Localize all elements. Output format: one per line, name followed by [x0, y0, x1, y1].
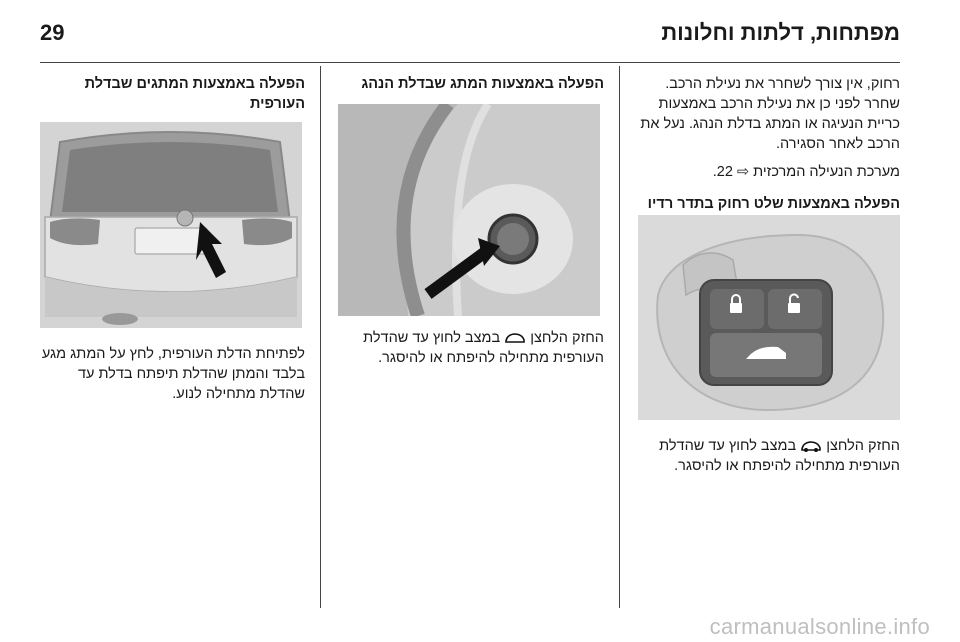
caption-remote-post: במצב לחוץ עד שהדלת העורפית מתחילה להיפתח או להיסגר.	[659, 438, 900, 474]
watermark: carmanualsonline.info	[709, 614, 930, 639]
header-divider	[40, 62, 900, 63]
paragraph-intro: רחוק, אין צורך לשחרר את נעילת הרכב. שחרר לפני כן את נעילת הרכב באמצעות כריית הנעיגה או המתג בדלת הנהג. נעל את הרכב לאחר הסגירה.	[640, 76, 900, 152]
caption-left-text: לפתיחת הדלת העורפית, לחץ על המתג מגע בלבד והמתן שהדלת תיפתח בדלת עד שהדלת מתחילה לנוע.	[41, 346, 305, 402]
tailgate-image	[40, 122, 302, 328]
tailgate-illustration	[40, 122, 302, 328]
column-middle	[332, 74, 604, 94]
page-header	[40, 14, 900, 54]
column-left	[40, 74, 305, 114]
column-divider-left	[320, 66, 321, 608]
car-trunk-icon	[800, 439, 822, 453]
caption-middle-text	[332, 328, 604, 368]
caption-remote-pre: החזק הלחצן	[826, 438, 900, 454]
section-heading-tailgate-switch: הפעלה באמצעות המתגים שבדלת העורפית	[84, 76, 305, 112]
key-fob-image	[638, 215, 900, 420]
footer	[0, 612, 960, 642]
column-right	[630, 74, 900, 214]
caption-middle	[332, 328, 604, 368]
caption-remote	[630, 436, 900, 476]
caption-middle-post: במצב לחוץ עד שהדלת העורפית מתחילה להיפתח או להיסגר.	[363, 330, 604, 366]
caption-left	[40, 344, 305, 404]
door-switch-image	[338, 104, 600, 316]
car-trunk-icon	[504, 331, 526, 345]
caption-middle-pre: החזק הלחצן	[530, 330, 604, 346]
page-title: מפתחות, דלתות וחלונות	[661, 20, 900, 45]
page-number: 29	[40, 20, 65, 45]
section-heading-remote: הפעלה באמצעות שלט רחוק בתדר רדיו	[647, 196, 900, 212]
reference-text: מערכת הנעילה המרכזית ⇨ 22.	[712, 164, 900, 180]
section-heading-driver-switch: הפעלה באמצעות המתג שבדלת הנהג	[361, 76, 604, 92]
column-divider-right	[619, 66, 620, 608]
key-fob-illustration	[638, 215, 900, 420]
paragraph-reference	[630, 162, 900, 182]
door-switch-illustration	[338, 104, 600, 316]
caption-remote-text	[630, 436, 900, 476]
